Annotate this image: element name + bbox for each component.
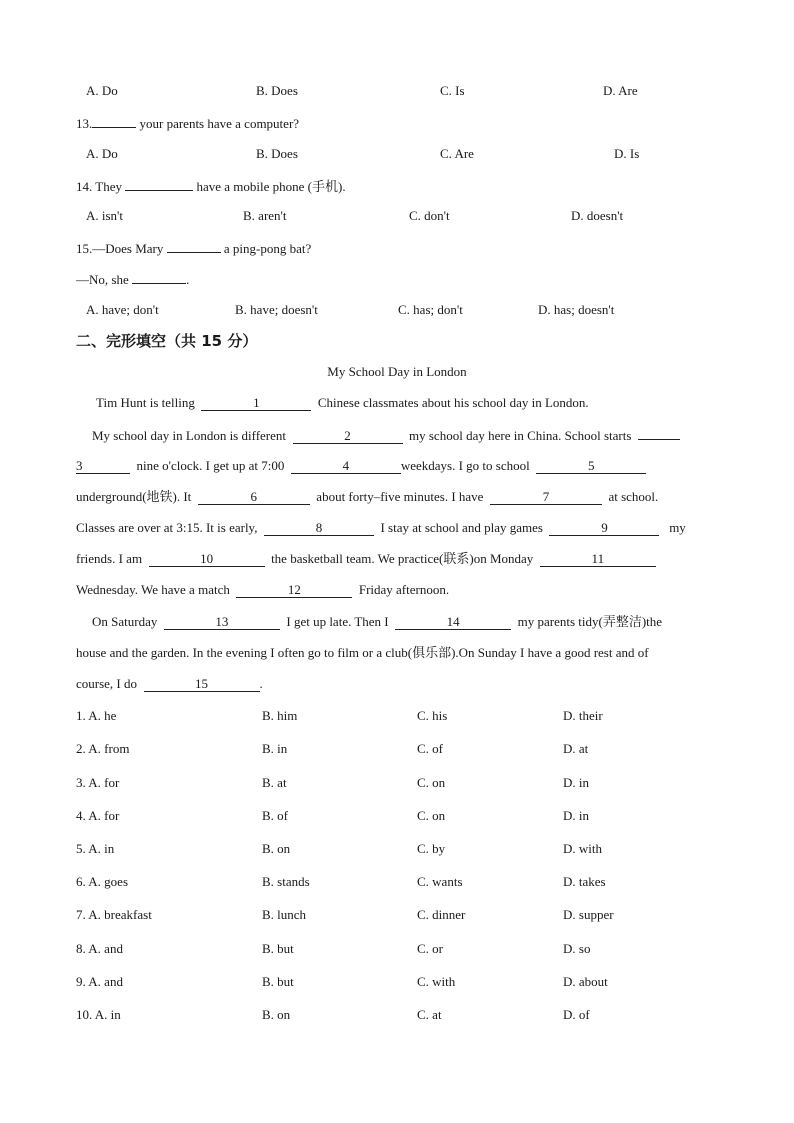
answer-option-a[interactable]: 6. A. goes <box>76 874 128 889</box>
q13-number: 13. <box>76 116 93 131</box>
passage-line-4 <box>0 487 794 507</box>
passage-line-8 <box>0 612 794 632</box>
answer-row <box>0 972 794 992</box>
passage-text: house and the garden. In the evening I often go to film or a club(俱乐部).On Sunday I have a good rest and of <box>76 645 649 660</box>
passage-text: my school day here in China. School starts <box>409 428 632 443</box>
q13-option-c[interactable]: C. Are <box>440 146 474 161</box>
answer-option-d[interactable]: D. so <box>563 941 591 956</box>
answer-option-c[interactable]: C. with <box>417 974 456 989</box>
answer-option-b[interactable]: B. at <box>262 775 287 790</box>
q15-options <box>0 300 794 320</box>
passage-line-7 <box>0 580 794 600</box>
answer-option-d[interactable]: D. in <box>563 808 589 823</box>
q13-text: your parents have a computer? <box>136 116 300 131</box>
passage-text: Friday afternoon. <box>358 582 450 597</box>
q14-blank[interactable] <box>125 175 193 191</box>
passage-text: Tim Hunt is telling <box>96 395 195 410</box>
answer-option-b[interactable]: B. on <box>262 1007 291 1022</box>
answer-option-b[interactable]: B. but <box>262 941 294 956</box>
passage-text: at school. <box>608 489 659 504</box>
passage-line-6 <box>0 549 794 569</box>
q13-option-d[interactable]: D. Is <box>614 146 640 161</box>
q15-blank-2[interactable] <box>132 268 186 284</box>
passage-line-2 <box>0 424 794 444</box>
q12-options <box>0 81 794 101</box>
answer-option-c[interactable]: C. on <box>417 808 446 823</box>
passage-text: my <box>669 520 686 535</box>
answer-option-a[interactable]: 7. A. breakfast <box>76 907 152 922</box>
passage-text: I get up late. Then I <box>286 614 389 629</box>
q15-reply-end: . <box>185 272 190 287</box>
answer-option-a[interactable]: 1. A. he <box>76 708 117 723</box>
q14-option-a[interactable]: A. isn't <box>86 208 124 223</box>
cloze-blank-5[interactable]: 5 <box>536 458 646 474</box>
answer-option-d[interactable]: D. supper <box>563 907 614 922</box>
q13-option-a[interactable]: A. Do <box>86 146 118 161</box>
cloze-blank-6[interactable]: 6 <box>198 489 310 505</box>
q15-option-b[interactable]: B. have; doesn't <box>235 302 318 317</box>
answer-row <box>0 1005 794 1025</box>
q15-blank-1[interactable] <box>167 237 221 253</box>
cloze-blank-13[interactable]: 13 <box>164 614 280 630</box>
cloze-blank-12[interactable]: 12 <box>236 582 352 598</box>
answer-row <box>0 939 794 959</box>
answer-row <box>0 839 794 859</box>
answer-option-d[interactable]: D. in <box>563 775 589 790</box>
answer-option-c[interactable]: C. of <box>417 741 443 756</box>
answer-option-c[interactable]: C. at <box>417 1007 442 1022</box>
answer-option-d[interactable]: D. at <box>563 741 589 756</box>
answer-row <box>0 773 794 793</box>
passage-text: On Saturday <box>92 614 158 629</box>
passage-text: weekdays. I go to school <box>400 458 530 473</box>
passage-text: nine o'clock. I get up at 7:00 <box>136 458 285 473</box>
answer-option-a[interactable]: 9. A. and <box>76 974 123 989</box>
answer-option-b[interactable]: B. lunch <box>262 907 307 922</box>
answer-row <box>0 872 794 892</box>
q12-option-b[interactable]: B. Does <box>256 83 298 98</box>
cloze-blank-11[interactable]: 11 <box>540 551 656 567</box>
answer-row <box>0 706 794 726</box>
passage-text: the basketball team. We practice(联系)on Monday <box>271 551 534 566</box>
q14-option-c[interactable]: C. don't <box>409 208 450 223</box>
answer-option-d[interactable]: D. their <box>563 708 603 723</box>
answer-option-a[interactable]: 3. A. for <box>76 775 120 790</box>
passage-title: My School Day in London <box>327 364 467 379</box>
answer-row <box>0 806 794 826</box>
answer-option-c[interactable]: C. or <box>417 941 443 956</box>
answer-option-b[interactable]: B. on <box>262 841 291 856</box>
passage-text: Classes are over at 3:15. It is early, <box>76 520 258 535</box>
answer-option-d[interactable]: D. with <box>563 841 602 856</box>
q14-options <box>0 206 794 226</box>
q14-text: have a mobile phone (手机). <box>193 179 346 194</box>
q13-stem <box>0 112 794 132</box>
answer-option-d[interactable]: D. about <box>563 974 608 989</box>
q15-reply-start: —No, she <box>76 272 129 287</box>
passage-text: friends. I am <box>76 551 143 566</box>
q15-option-c[interactable]: C. has; don't <box>398 302 463 317</box>
cloze-blank-4[interactable]: 4 <box>291 458 401 474</box>
q13-blank[interactable] <box>92 112 136 128</box>
q15-text: a ping-pong bat? <box>220 241 312 256</box>
answer-option-b[interactable]: B. him <box>262 708 298 723</box>
q15-reply <box>0 268 794 288</box>
cloze-blank-3-start[interactable] <box>638 424 680 440</box>
cloze-blank-3[interactable]: 3 <box>76 458 130 474</box>
answer-option-c[interactable]: C. on <box>417 775 446 790</box>
q12-option-a[interactable]: A. Do <box>86 83 118 98</box>
cloze-blank-9[interactable]: 9 <box>549 520 659 536</box>
answer-option-a[interactable]: 5. A. in <box>76 841 115 856</box>
cloze-blank-15[interactable]: 15 <box>144 676 260 692</box>
answer-row <box>0 905 794 925</box>
answer-option-a[interactable]: 8. A. and <box>76 941 123 956</box>
passage-line-5 <box>0 518 794 538</box>
passage-text: underground(地铁). It <box>76 489 192 504</box>
passage-text: Wednesday. We have a match <box>76 582 230 597</box>
cloze-blank-1[interactable]: 1 <box>201 395 311 411</box>
answer-option-b[interactable]: B. stands <box>262 874 310 889</box>
q15-option-a[interactable]: A. have; don't <box>86 302 159 317</box>
q14-stem <box>0 175 794 195</box>
q14-option-b[interactable]: B. aren't <box>243 208 287 223</box>
section-heading <box>0 331 794 351</box>
passage-text: Chinese classmates about his school day in London. <box>317 395 589 410</box>
passage-text: my parents tidy(弄整洁)the <box>517 614 663 629</box>
cloze-blank-8[interactable]: 8 <box>264 520 374 536</box>
answer-option-b[interactable]: B. but <box>262 974 294 989</box>
cloze-blank-7[interactable]: 7 <box>490 489 602 505</box>
answer-option-d[interactable]: D. takes <box>563 874 606 889</box>
cloze-blank-2[interactable]: 2 <box>293 428 403 444</box>
answer-option-c[interactable]: C. by <box>417 841 446 856</box>
q15-number: 15.—Does Mary <box>76 241 164 256</box>
answer-option-c[interactable]: C. dinner <box>417 907 466 922</box>
answer-row <box>0 739 794 759</box>
answer-option-a[interactable]: 2. A. from <box>76 741 130 756</box>
passage-text: about forty–five minutes. I have <box>316 489 484 504</box>
answer-option-c[interactable]: C. his <box>417 708 448 723</box>
answer-option-b[interactable]: B. in <box>262 741 288 756</box>
passage-text: I stay at school and play games <box>380 520 543 535</box>
cloze-blank-10[interactable]: 10 <box>149 551 265 567</box>
passage-text: course, I do <box>76 676 138 691</box>
answer-option-c[interactable]: C. wants <box>417 874 463 889</box>
passage-line-3 <box>0 456 794 476</box>
answer-option-a[interactable]: 10. A. in <box>76 1007 121 1022</box>
answer-option-b[interactable]: B. of <box>262 808 288 823</box>
passage-line-9 <box>0 643 794 663</box>
q12-option-d[interactable]: D. Are <box>603 83 638 98</box>
q15-stem <box>0 237 794 257</box>
q15-option-d[interactable]: D. has; doesn't <box>538 302 615 317</box>
passage-text: . <box>259 676 263 691</box>
passage-text: My school day in London is different <box>92 428 287 443</box>
passage-line-10 <box>0 674 794 694</box>
q14-option-d[interactable]: D. doesn't <box>571 208 624 223</box>
q13-option-b[interactable]: B. Does <box>256 146 298 161</box>
passage-line-1 <box>0 393 794 413</box>
answer-option-a[interactable]: 4. A. for <box>76 808 120 823</box>
answer-option-d[interactable]: D. of <box>563 1007 590 1022</box>
q12-option-c[interactable]: C. Is <box>440 83 465 98</box>
q13-options <box>0 144 794 164</box>
q14-number: 14. They <box>76 179 122 194</box>
cloze-blank-14[interactable]: 14 <box>395 614 511 630</box>
section-heading-text: 二、完形填空（共 15 分） <box>76 332 258 350</box>
